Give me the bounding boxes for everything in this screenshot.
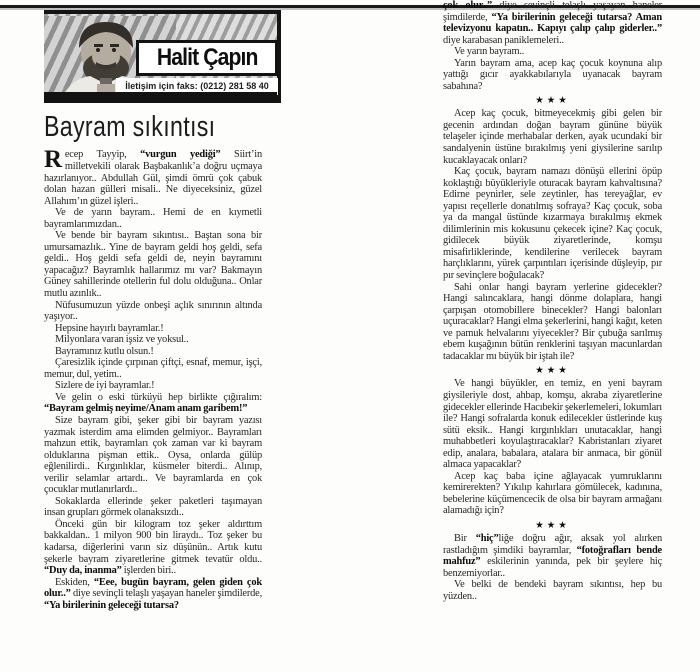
emphasized-text: “Duy da, inanma”	[44, 565, 122, 577]
article-paragraph	[44, 146, 262, 207]
article-paragraph	[44, 300, 262, 323]
emphasized-text: “fotoğrafları bende mahfuz”	[443, 544, 662, 568]
body-text: Ve hangi büyükler, en temiz, en yeni bayram giysileriyle dost, ahbap, komşu, akraba ziyaretlerine gidecekler ellerinde Hacıbekir şekerlemeleri, lokumları ile? Hangi sofralarda konuk edilecekler üstlerinde kuş sütü eksik.. Hangi kırgınlıkları unutacaklar, hangi muhabbetleri koyulaştıracaklar? Kabristanları ziyaret edip, analara, babalara, atalara bir anmaca, bir gönül almaca yapacaklar?	[443, 378, 662, 471]
article-paragraph	[443, 471, 662, 517]
article-paragraph	[44, 357, 262, 380]
body-text: Sokaklarda ellerinde şeker paketleri taşımayan insan grupları görmek olanaksızdı..	[44, 495, 262, 519]
emphasized-text: “hiç”	[475, 532, 499, 544]
body-text: Bayramınız kutlu olsun.!	[55, 345, 154, 357]
article-title: Bayram sıkıntısı	[44, 111, 216, 143]
article-paragraph	[44, 230, 262, 299]
article-paragraph	[44, 334, 262, 346]
article-paragraph	[44, 519, 262, 577]
article-paragraph	[44, 323, 262, 335]
article-column-left-body	[44, 146, 262, 611]
body-text: Çaresizlik içinde çırpınan çiftçi, esnaf, memur, işçi, memur, dul, yetim..	[44, 357, 262, 380]
article-paragraph	[443, 58, 662, 93]
body-text: Acep kaç çocuk, bitmeyecekmiş gibi gelen bir gecenin ardından doğan bayram gününe büyük telaşeler içinde merhabalar derken, ayak ucundaki bir sandalyenin üstüne bırakılmış yeni giysilerine sarılıp kucaklayacak onları?	[443, 108, 662, 166]
body-text: Ve de yarın bayram.. Hemi de en kıymetli bayramlarımızdan..	[44, 207, 262, 230]
article-paragraph	[443, 579, 662, 602]
body-text: Milyonlara varan işsiz ve yoksul..	[55, 334, 189, 346]
body-text: Önceki gün bir kilogram toz şeker aldırttım bakkaldan.. 1 milyon 900 bin liraydı.. Toz şeker bu kadarsa, diğerlerini varın siz düşünün.. Artık kutu şekerle bayram ziyaretlerine gitmek tevatür oldu..	[44, 518, 262, 565]
masthead-bottom-bar	[44, 92, 277, 103]
body-text: Acep kaç baba içine ağlayacak yumruklarını kemirerekten? Yıkılıp kahırlara gömülecek, kadınına, bebelerine küçümencecik de olsa bir bayram armağanı alamadığı için?	[443, 470, 662, 517]
body-text: diye sevinçli telaşlı yaşayan haneler şimdilerde,	[70, 588, 262, 600]
section-separator-stars: ★★★	[535, 96, 570, 107]
article-column-right	[443, 0, 662, 602]
emphasized-text: çok olur..”	[443, 0, 493, 11]
article-paragraph	[44, 415, 262, 496]
article-paragraph	[44, 496, 262, 519]
body-text: liğe doğru ağır, aksak yol alırken rastladığım şimdiki bayramlar,	[443, 532, 663, 556]
article-paragraph	[443, 378, 662, 470]
article-paragraph	[44, 380, 262, 392]
columnist-masthead	[44, 10, 281, 103]
body-text: Bir	[454, 532, 476, 544]
body-text: Siirt’in milletvekili olarak Başbakanlık’a doğru uçmaya hazırlanıyor.. Abdullah Gül, şimdi ömrü çok çabuk dolan hazan gülleri misali.. Ne diyeceksiniz, güzel Allahım’ın güzel işleri..	[44, 149, 262, 207]
emphasized-text: “Ya birilerinin geleceği tutarsa? Aman televizyonu kapatın.. Kapıyı çalıp çalıp giderler..”	[443, 11, 662, 35]
body-text: diye sevinçli telaşlı yaşayan haneler şimdilerde,	[443, 0, 662, 23]
article-paragraph	[443, 0, 662, 46]
article-paragraph	[44, 577, 262, 612]
body-text: Hepsine hayırlı bayramlar.!	[55, 322, 164, 334]
emphasized-text: “vurgun yediği”	[140, 149, 221, 161]
article-paragraph	[443, 533, 662, 579]
body-text: ecep Tayyip,	[64, 149, 141, 161]
emphasized-text: “Ya birilerinin geleceği tutarsa?	[44, 599, 179, 611]
drop-cap: R	[44, 146, 62, 174]
contact-fax-text: İletişim için faks: (0212) 281 58 40	[125, 81, 269, 91]
body-text: eskilerinin yanında, pek bir şeylere hiç benzemiyorlar..	[443, 556, 662, 579]
body-text: Kaç çocuk, bayram namazı dönüşü ellerini öpüp koklaştığı büyükleriyle oturacak bayram kahvaltısına? Edirne peynirler, sele zeytinler, has tereyağlar, ev yapısı reçellerle donatılmış sofraya? Kaç çocuk, soba ya da mangal üstünde kızarmaya bırakılmış ekmek dilimlerinin mis kokusunu çekecek içine? Kaç çocuk, gidilecek büyük ziyaretlerinde, komşu misafirliklerinde, kendilerine verilecek bayram harçlıklarını, yürek çarpıntıları içerisinde düşleyip, pır pır sevinçlere boğulacak?	[443, 166, 662, 282]
body-text: Size bayram gibi, şeker gibi bir bayram yazısı yazmak isterdim ama elimden gelmiyor.. Bayramları mahzun ettik, bayramları çok zaman var ki bayram olduklarına pişman ettik.. Oysa, onlarda gülüp eğlenilirdi.. Kırgınlıklar, küsmeler biterdi.. Alınıp, verilir selamlar artardı.. Ve bayramlarda en çok çocuklar mutlanırlardı..	[44, 415, 262, 496]
body-text: Eskiden,	[55, 576, 94, 588]
body-text: Sizlere de iyi bayramlar.!	[55, 380, 155, 392]
body-text: Yarın bayram ama, acep kaç çocuk koynuna alıp yattığı gıcır ayakkabılarıyla uyanacak bayram sabahına?	[443, 57, 662, 92]
body-text: işlerden biri..	[121, 565, 176, 577]
article-paragraph	[44, 346, 262, 358]
article-column-left	[44, 112, 262, 611]
body-text: Ve gelin o eski türküyü hep birlikte çığıralım:	[55, 391, 262, 403]
author-nameplate	[136, 40, 278, 76]
emphasized-text: “Bayram gelmiş neyime/Anam anam garibem!”	[44, 403, 248, 415]
body-text: diye karabasan paniklemeleri..	[443, 34, 564, 46]
emphasized-text: “Eee, bugün bayram, gelen giden çok olur..”	[44, 576, 262, 600]
section-separator-stars: ★★★	[535, 520, 570, 531]
body-text: Nüfusumuzun yüzde onbeşi açlık sınırının altında yaşıyor..	[44, 299, 262, 323]
body-text: Ve belki de bendeki bayram sıkıntısı, hep bu yüzden..	[443, 579, 662, 602]
body-text: Ve yarın bayram..	[454, 46, 525, 58]
article-paragraph	[443, 108, 662, 166]
body-text: Ve bende bir bayram sıkıntısı.. Baştan sona bir umursamazlık.. Yine de bayram geldi hoş geldi, sefa geldi.. Hoş geldi sefa geldi de, neyin bayramını yapacağız? Bayramlık hallarımız mı var? Bakmayın Güney sahillerinde otellerin ful dolu olduğuna.. Onlar mutlu azınlık..	[44, 230, 262, 299]
article-paragraph	[443, 282, 662, 363]
article-paragraph	[443, 46, 662, 58]
article-paragraph	[443, 166, 662, 281]
article-paragraph	[44, 207, 262, 230]
section-separator-stars: ★★★	[535, 366, 570, 377]
author-name: Halit Çapın	[156, 44, 258, 71]
body-text: Sahi onlar hangi bayram yerlerine gidecekler? Hangi salıncaklara, hangi dönme dolaplara, hangi çarpışan otomobillere binecekler? Hangi balonları uçuracaklar? Hangi elma şekerlerini, hangi kağıt, keten ve pamuk helvalarını yiyecekler? Bir çubuğa sarılmış ebem kuşağının bütün renklerini taşıyan macunlardan tadacaklar mı büyük bir iştah ile?	[443, 281, 662, 362]
article-paragraph	[44, 392, 262, 415]
